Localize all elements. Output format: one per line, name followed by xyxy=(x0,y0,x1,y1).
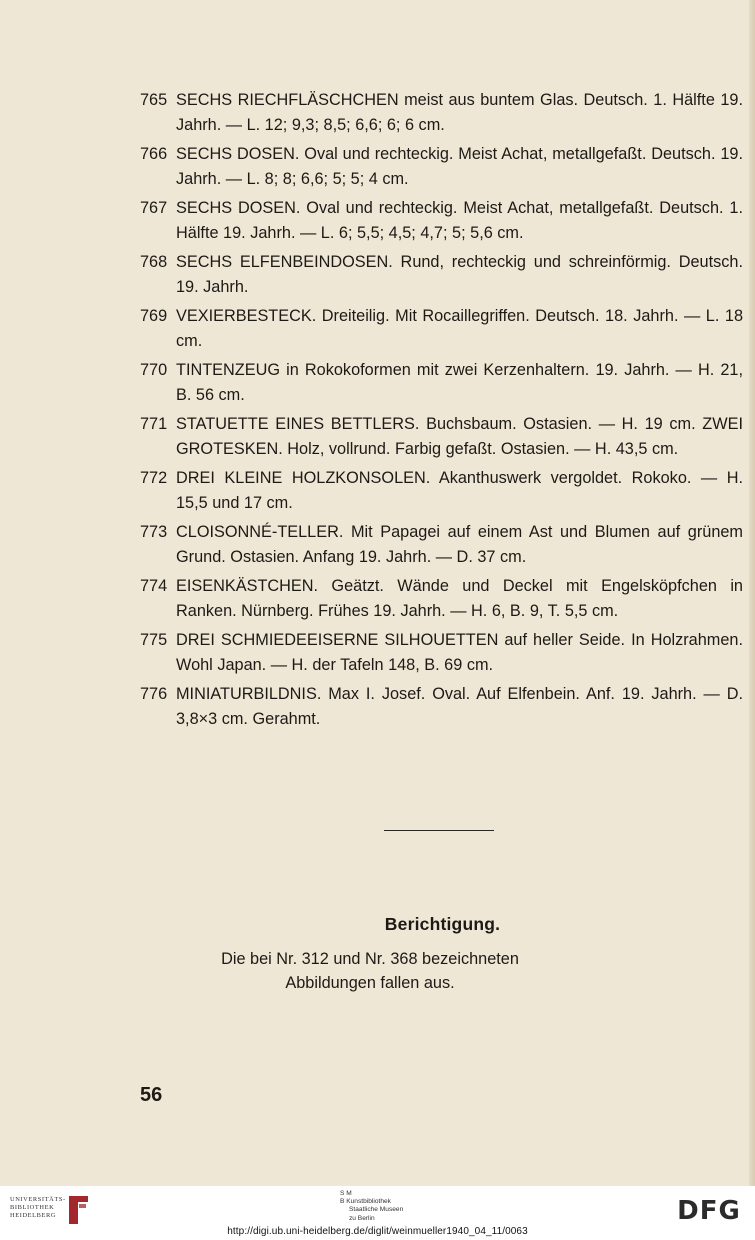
catalog-entry xyxy=(0,250,743,300)
catalog-entry xyxy=(0,304,743,354)
entry-number: 775 xyxy=(140,631,168,649)
catalog-entry xyxy=(0,682,743,732)
smb-credit xyxy=(340,1190,460,1223)
entry-text: MINIATURBILDNIS. Max I. Josef. Oval. Auf Elfenbein. Anf. 19. Jahrh. — D. 3,8×3 cm. Gerahmt. xyxy=(176,685,743,728)
source-url[interactable]: http://digi.ub.uni-heidelberg.de/diglit/weinmueller1940_04_11/0063 xyxy=(227,1226,528,1237)
catalog-entry xyxy=(0,358,743,408)
smb-credit-line: S M xyxy=(340,1190,352,1197)
entry-text: EISENKÄSTCHEN. Geätzt. Wände und Deckel mit Engelsköpfchen in Ranken. Nürnberg. Frühes 19. Jahrh. — H. 6, B. 9, T. 5,5 cm. xyxy=(176,577,743,620)
entry-text: VEXIERBESTECK. Dreiteilig. Mit Rocaillegriffen. Deutsch. 18. Jahrh. — L. 18 cm. xyxy=(176,307,743,350)
entry-text: SECHS ELFENBEINDOSEN. Rund, rechteckig und schreinförmig. Deutsch. 19. Jahrh. xyxy=(176,253,743,296)
library-logo-icon xyxy=(68,1194,90,1226)
library-name-line: HEIDELBERG xyxy=(10,1212,57,1219)
entry-text: DREI KLEINE HOLZKONSOLEN. Akanthuswerk vergoldet. Rokoko. — H. 15,5 und 17 cm. xyxy=(176,469,743,512)
entry-number: 776 xyxy=(140,685,168,703)
entry-text: SECHS DOSEN. Oval und rechteckig. Meist Achat, metallgefaßt. Deutsch. 1. Hälfte 19. Jahrh. — L. 6; 5,5; 4,5; 4,7; 5; 5,6 cm. xyxy=(176,199,743,242)
page-number: 56 xyxy=(140,1084,163,1106)
smb-credit-line: B Kunstbibliothek xyxy=(340,1198,391,1206)
catalog-entry xyxy=(0,466,743,516)
entry-text: STATUETTE EINES BETTLERS. Buchsbaum. Ostasien. — H. 19 cm. ZWEI GROTESKEN. Holz, vollrund. Farbig gefaßt. Ostasien. — H. 43,5 cm. xyxy=(176,415,743,458)
entry-number: 769 xyxy=(140,307,168,325)
section-divider xyxy=(384,830,494,831)
catalog-entry xyxy=(0,574,743,624)
entry-number: 768 xyxy=(140,253,168,271)
smb-credit-line: Staatliche Museen xyxy=(349,1206,404,1214)
catalog-entry xyxy=(0,88,743,138)
smb-credit-line: zu Berlin xyxy=(349,1214,375,1222)
catalog-entries xyxy=(0,88,755,736)
entry-text: DREI SCHMIEDEEISERNE SILHOUETTEN auf heller Seide. In Holzrahmen. Wohl Japan. — H. der Tafeln 148, B. 69 cm. xyxy=(176,631,743,674)
correction-title: Berichtigung. xyxy=(384,914,501,934)
entry-text: CLOISONNÉ-TELLER. Mit Papagei auf einem Ast und Blumen auf grünem Grund. Ostasien. Anfang 19. Jahrh. — D. 37 cm. xyxy=(176,523,743,566)
entry-number: 770 xyxy=(140,361,168,379)
library-name-line: BIBLIOTHEK xyxy=(10,1204,55,1211)
entry-number: 772 xyxy=(140,469,168,487)
library-name xyxy=(10,1196,70,1220)
entry-text: SECHS RIECHFLÄSCHCHEN meist aus buntem Glas. Deutsch. 1. Hälfte 19. Jahrh. — L. 12; 9,3; 8,5; 6,6; 6; 6 cm. xyxy=(176,91,743,134)
entry-text: SECHS DOSEN. Oval und rechteckig. Meist Achat, metallgefaßt. Deutsch. 19. Jahrh. — L. 8; 8; 6,6; 5; 5; 4 cm. xyxy=(176,145,743,188)
catalog-entry xyxy=(0,520,743,570)
dfg-logo xyxy=(672,1192,746,1226)
catalog-entry xyxy=(0,142,743,192)
entry-number: 771 xyxy=(140,415,168,433)
entry-number: 773 xyxy=(140,523,168,541)
library-name-line: UNIVERSITÄTS- xyxy=(10,1196,66,1203)
catalog-entry xyxy=(0,196,743,246)
entry-number: 774 xyxy=(140,577,168,595)
dfg-logo-text: DFG xyxy=(677,1196,741,1226)
entry-number: 767 xyxy=(140,199,168,217)
catalog-entry xyxy=(0,628,743,678)
entry-number: 766 xyxy=(140,145,168,163)
catalog-entry xyxy=(0,412,743,462)
correction-text: Die bei Nr. 312 und Nr. 368 bezeichneten Abbildungen fallen aus. xyxy=(221,950,519,992)
entry-number: 765 xyxy=(140,91,168,109)
entry-text: TINTENZEUG in Rokokoformen mit zwei Kerzenhaltern. 19. Jahrh. — H. 21, B. 56 cm. xyxy=(176,361,743,404)
